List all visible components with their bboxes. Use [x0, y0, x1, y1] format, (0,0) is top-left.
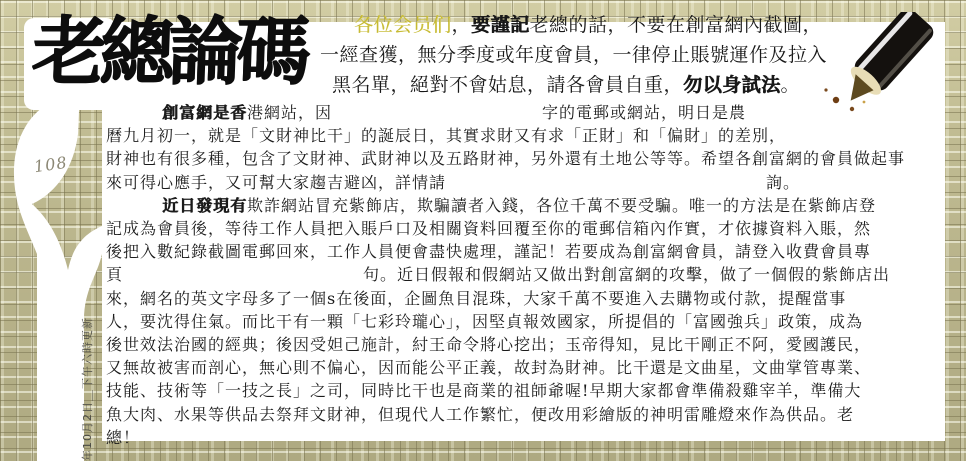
text-line: [106, 379, 942, 402]
text-segment: ，: [451, 14, 472, 36]
text-segment: 詢。: [766, 172, 801, 192]
text-segment: 來，網名的英文字母多了一個s在後面，企圖魚目混珠，大家千萬不要進入去購物或付款，提醒當事: [106, 288, 847, 308]
text-segment: 人，要沈得住氣。而比干有一顆「七彩玲瓏心」，因堅貞報效國家，所提倡的「富國強兵」政策，成為: [106, 311, 864, 331]
text-line: [106, 426, 942, 449]
text-segment: 記成為會員後，等待工作人員把入賬戶口及相關資料回覆至你的電郵信箱內作實，才依據資料入賬，然: [106, 219, 872, 239]
text-segment: 曆九月初一，就是「文財神比干」的誕辰日，其實求財又有求「正財」和「偏財」的差別，: [106, 126, 787, 146]
page-number: 108: [32, 152, 69, 177]
text-segment: 一經查獲，無分季度或年度會員，一律停止賬號運作及拉入: [320, 44, 828, 66]
article-body: [106, 101, 942, 449]
text-line: [320, 40, 850, 70]
text-line: [106, 217, 942, 240]
text-segment: 技能、技術等「一技之長」之司，同時比干也是商業的祖師爺喔!早期大家都會準備殺雞宰羊，準備大: [106, 381, 862, 401]
update-date-note: 年10月2日＿下午六時更新: [81, 317, 94, 461]
text-segment: 老總的話，不要在創富網內截圖，: [529, 14, 823, 36]
page-title: 老總論碼: [30, 9, 306, 95]
text-line: [106, 124, 942, 147]
text-segment: 欺詐網站冒充紫飾店，欺騙讀者入錢，各位千萬不要受騙。唯一的方法是在紫飾店登: [247, 195, 877, 215]
text-segment: 財神也有很多種，包含了文財神、武財神以及五路財神，另外還有土地公等等。希望各創富網的會員做起事: [106, 149, 906, 169]
text-segment: 又無故被害而剖心，無心則不偏心，因而能公平正義，故封為財神。比干還是文曲星，文曲掌管專業、: [106, 358, 872, 378]
text-segment: 總！: [106, 427, 141, 447]
text-segment: 後把入數紀錄截圖電郵回來，工作人員便會盡快處理，謹記！若要成為創富網會員，請登入收費會員專: [106, 242, 872, 262]
text-segment: 魚大肉、水果等供品去祭拜文財神，但現代人工作繁忙，便改用彩繪版的神明雷雕燈來作為供品。老: [106, 404, 855, 424]
text-segment: 黑名單，絕對不會姑息，請各會員自重，: [332, 74, 684, 96]
redacted-gap: [123, 275, 363, 276]
text-line: [320, 10, 850, 40]
text-line: [106, 287, 942, 310]
text-line: [106, 101, 942, 124]
text-line: [106, 310, 942, 333]
text-segment: 頁: [106, 265, 124, 285]
text-line: [106, 356, 942, 379]
text-line: [106, 147, 942, 170]
text-segment: 來可得心應手，又可幫大家趨吉避凶，詳情請: [106, 172, 447, 192]
text-segment: 港網站，因: [247, 103, 333, 122]
text-segment: 創富網是香: [162, 103, 248, 122]
text-line: [106, 333, 942, 356]
text-segment: 後世效法治國的經典；後因受妲己施計，紂王命令將心挖出；玉帝得知，見比干剛正不阿，愛國護民，: [106, 335, 872, 355]
text-line: [106, 403, 942, 426]
text-segment: 近日發現有: [162, 195, 248, 215]
text-line: [106, 240, 942, 263]
text-segment: 各位会员们: [354, 14, 452, 36]
text-line: [106, 263, 942, 286]
redacted-gap: [446, 183, 766, 184]
text-segment: 字的電郵或網站，明日是農: [542, 103, 747, 122]
member-warning-notice: [320, 10, 850, 100]
text-line: [106, 171, 942, 194]
text-segment: 。: [780, 74, 801, 96]
text-segment: 勿以身試法: [683, 74, 781, 96]
text-line: [320, 70, 850, 100]
fountain-pen-icon: [818, 12, 950, 118]
redacted-gap: [332, 113, 542, 114]
text-segment: 句。近日假報和假網站又做出對創富網的攻擊，做了一個假的紫飾店出: [363, 265, 891, 285]
text-segment: 要謹記: [471, 14, 530, 36]
text-line: [106, 194, 942, 217]
